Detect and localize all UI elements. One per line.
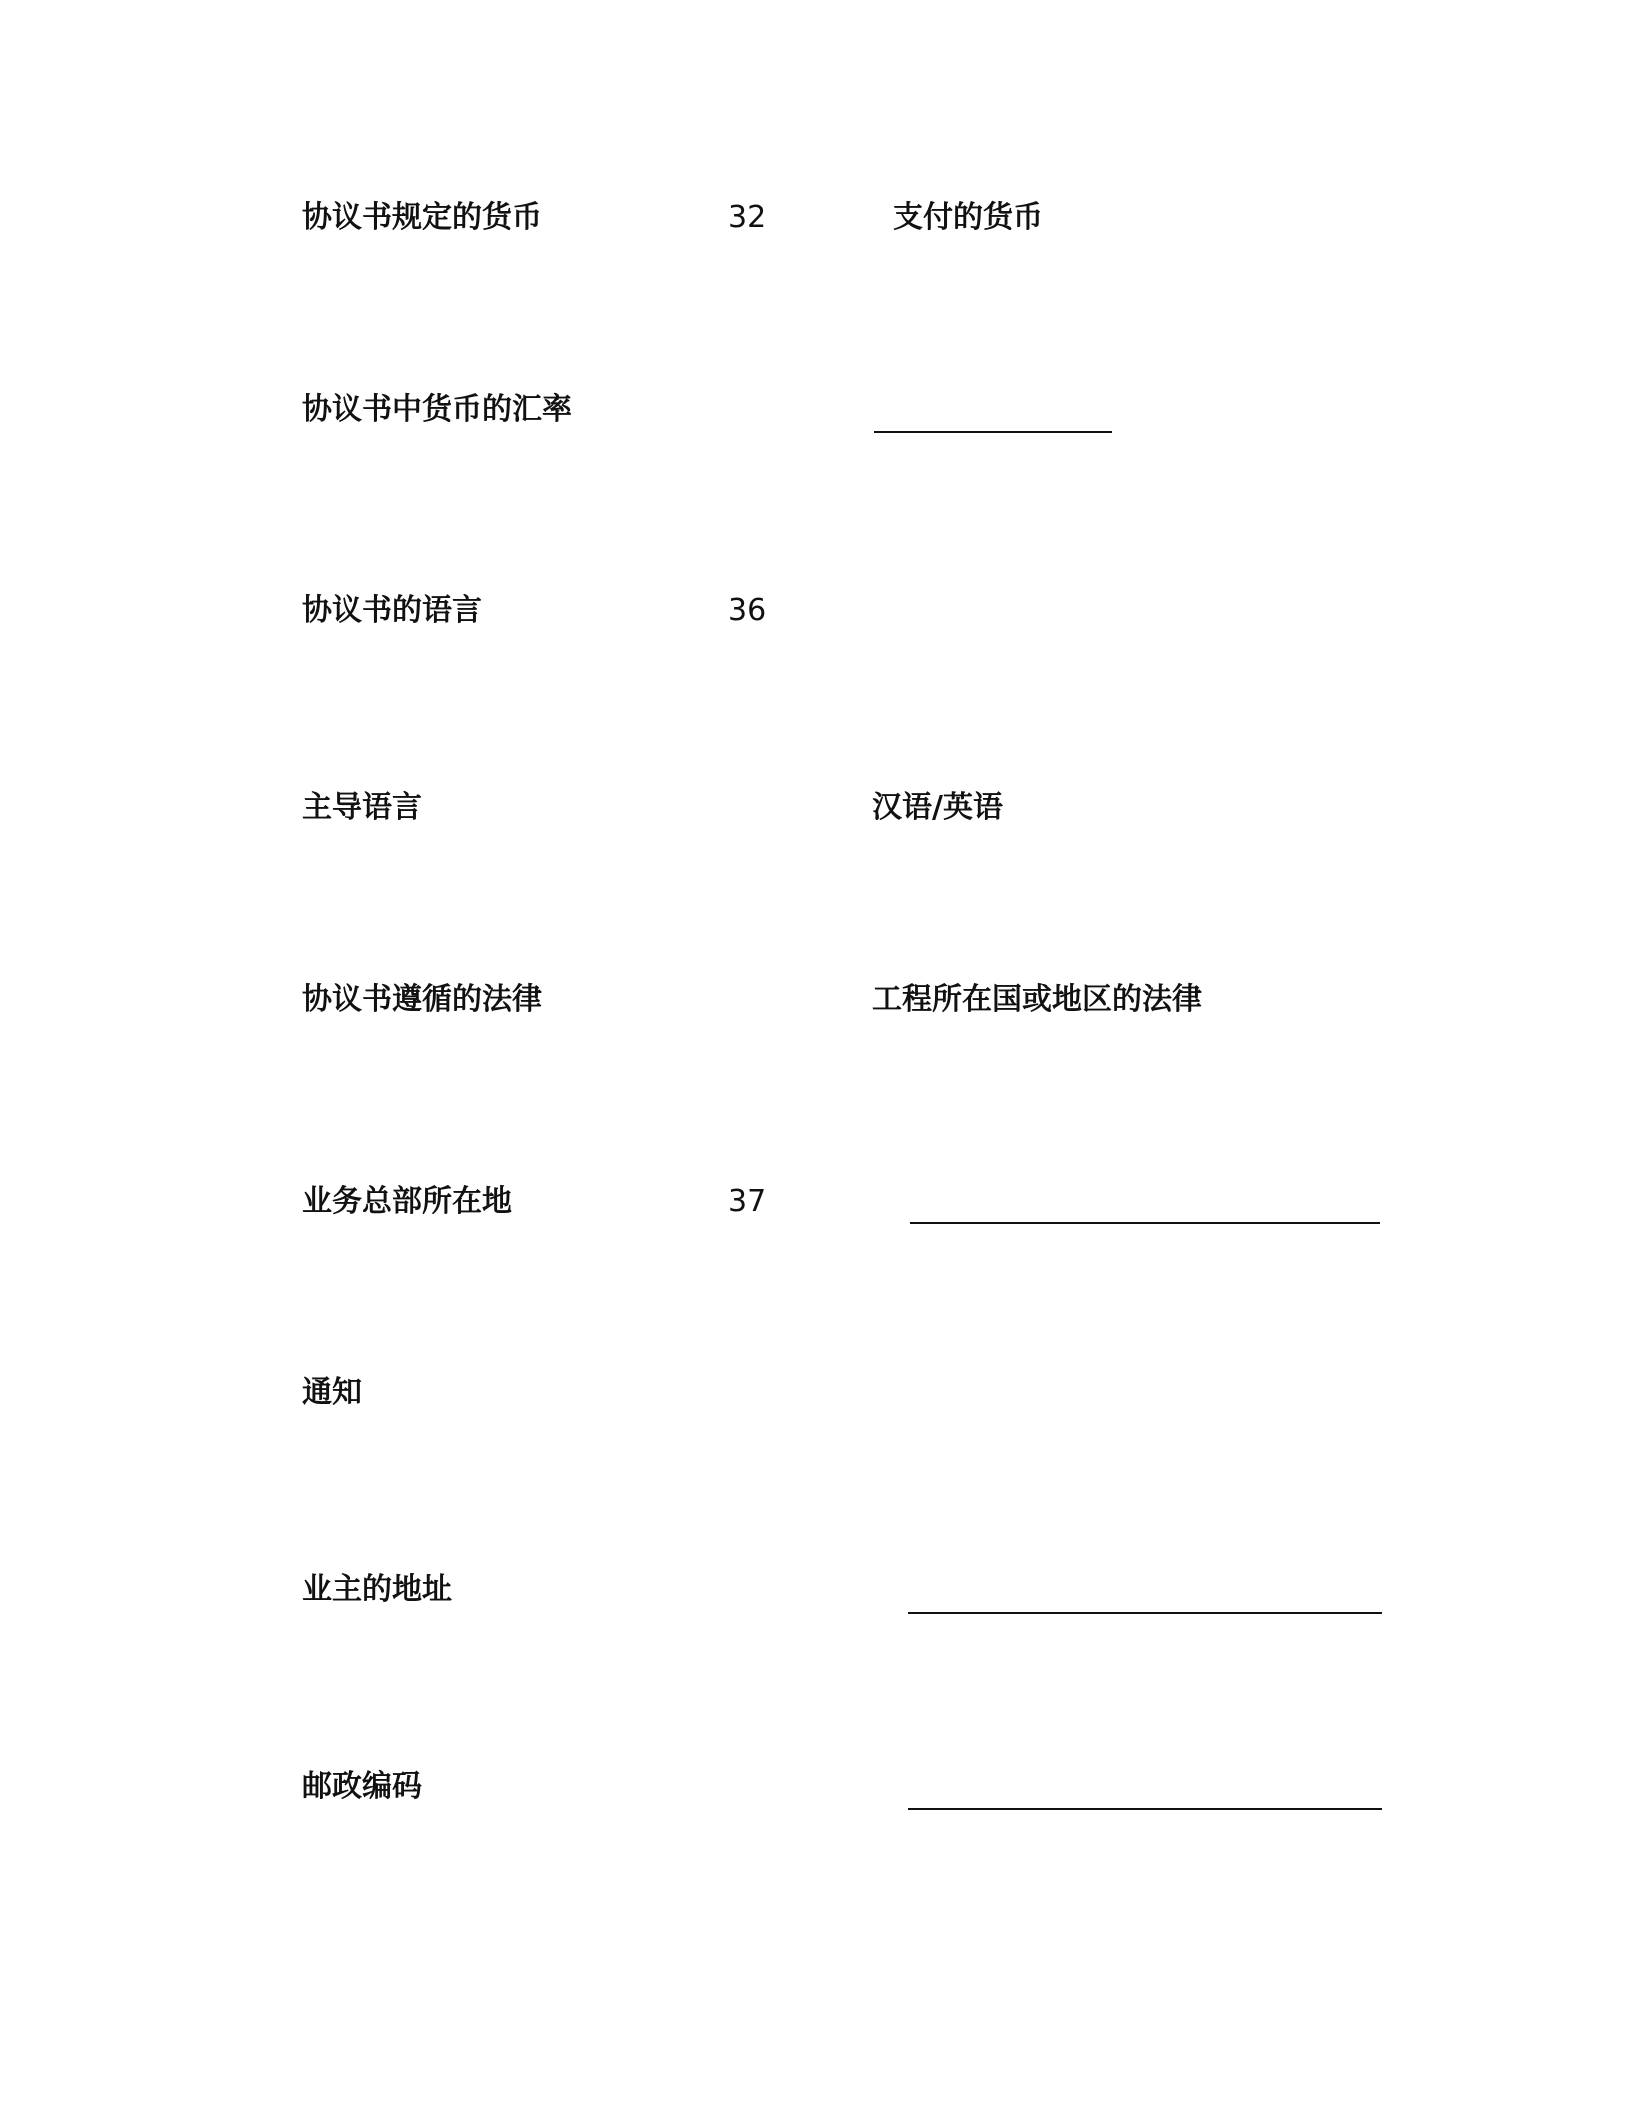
label-headquarters-location: 业务总部所在地 xyxy=(302,1184,512,1219)
clause-number: 36 xyxy=(728,593,767,628)
postal-code-blank-line[interactable] xyxy=(908,1808,1382,1810)
label-agreement-language: 协议书的语言 xyxy=(302,593,482,628)
value-governing-law: 工程所在国或地区的法律 xyxy=(872,982,1202,1017)
label-governing-language: 主导语言 xyxy=(302,790,422,825)
value-governing-language: 汉语/英语 xyxy=(872,790,1003,825)
label-notices: 通知 xyxy=(302,1375,362,1410)
label-postal-code: 邮政编码 xyxy=(302,1769,422,1804)
label-agreement-currency: 协议书规定的货币 xyxy=(302,200,542,235)
exchange-rate-blank-line[interactable] xyxy=(874,431,1112,433)
headquarters-blank-line[interactable] xyxy=(910,1222,1380,1224)
label-governing-law: 协议书遵循的法律 xyxy=(302,982,542,1017)
clause-number: 37 xyxy=(728,1184,767,1219)
value-payment-currency: 支付的货币 xyxy=(893,200,1043,235)
label-owner-address: 业主的地址 xyxy=(302,1572,452,1607)
label-exchange-rate: 协议书中货币的汇率 xyxy=(302,392,572,427)
clause-number: 32 xyxy=(728,200,767,235)
owner-address-blank-line[interactable] xyxy=(908,1612,1382,1614)
